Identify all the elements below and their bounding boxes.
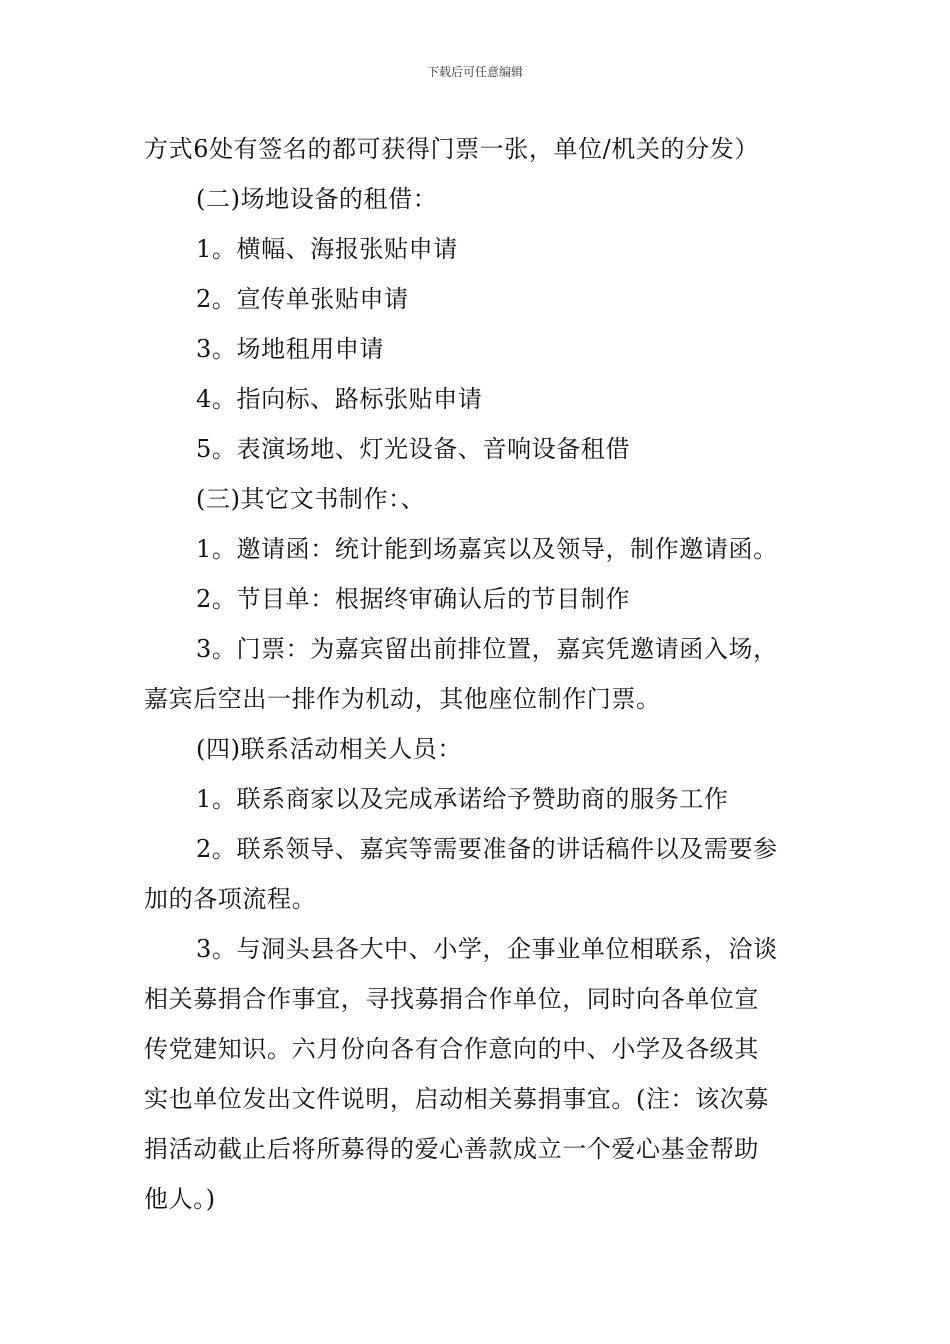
section-heading: (二)场地设备的租借： [196,185,438,213]
list-item: 1。邀请函：统计能到场嘉宾以及领导，制作邀请函。 [196,535,778,563]
list-item: 1。横幅、海报张贴申请 [196,235,458,263]
section-heading: (四)联系活动相关人员： [196,735,462,763]
text-line: 嘉宾后空出一排作为机动，其他座位制作门票。 [144,685,661,713]
text-line: 传党建知识。六月份向各有合作意向的中、小学及各级其 [144,1035,759,1063]
text-line: 相关募捐合作事宜，寻找募捐合作单位，同时向各单位宣 [144,985,759,1013]
page-header: 下载后可任意编辑 [426,65,523,79]
section-heading: (三)其它文书制作：、 [196,485,426,513]
text-line: 捐活动截止后将所募得的爱心善款成立一个爱心基金帮助 [144,1135,759,1163]
list-item: 2。宣传单张贴申请 [196,285,409,313]
text-line: 实也单位发出文件说明，启动相关募捐事宜。(注：该次募 [144,1085,769,1113]
list-item: 2。节目单：根据终审确认后的节目制作 [196,585,631,613]
list-item: 3。场地租用申请 [196,335,385,363]
list-item: 5。表演场地、灯光设备、音响设备租借 [196,435,631,463]
list-item: 4。指向标、路标张贴申请 [196,385,483,413]
list-item: 1。联系商家以及完成承诺给予赞助商的服务工作 [196,785,729,813]
list-item: 3。门票：为嘉宾留出前排位置，嘉宾凭邀请函入场， [196,635,778,663]
list-item: 2。联系领导、嘉宾等需要准备的讲话稿件以及需要参 [196,835,778,863]
document-body [144,124,808,1224]
text-line: 加的各项流程。 [144,885,317,913]
text-line: 方式6处有签名的都可获得门票一张，单位/机关的分发） [144,135,759,163]
list-item: 3。与洞头县各大中、小学，企事业单位相联系，洽谈 [196,935,778,963]
text-line: 他人。) [144,1185,216,1213]
